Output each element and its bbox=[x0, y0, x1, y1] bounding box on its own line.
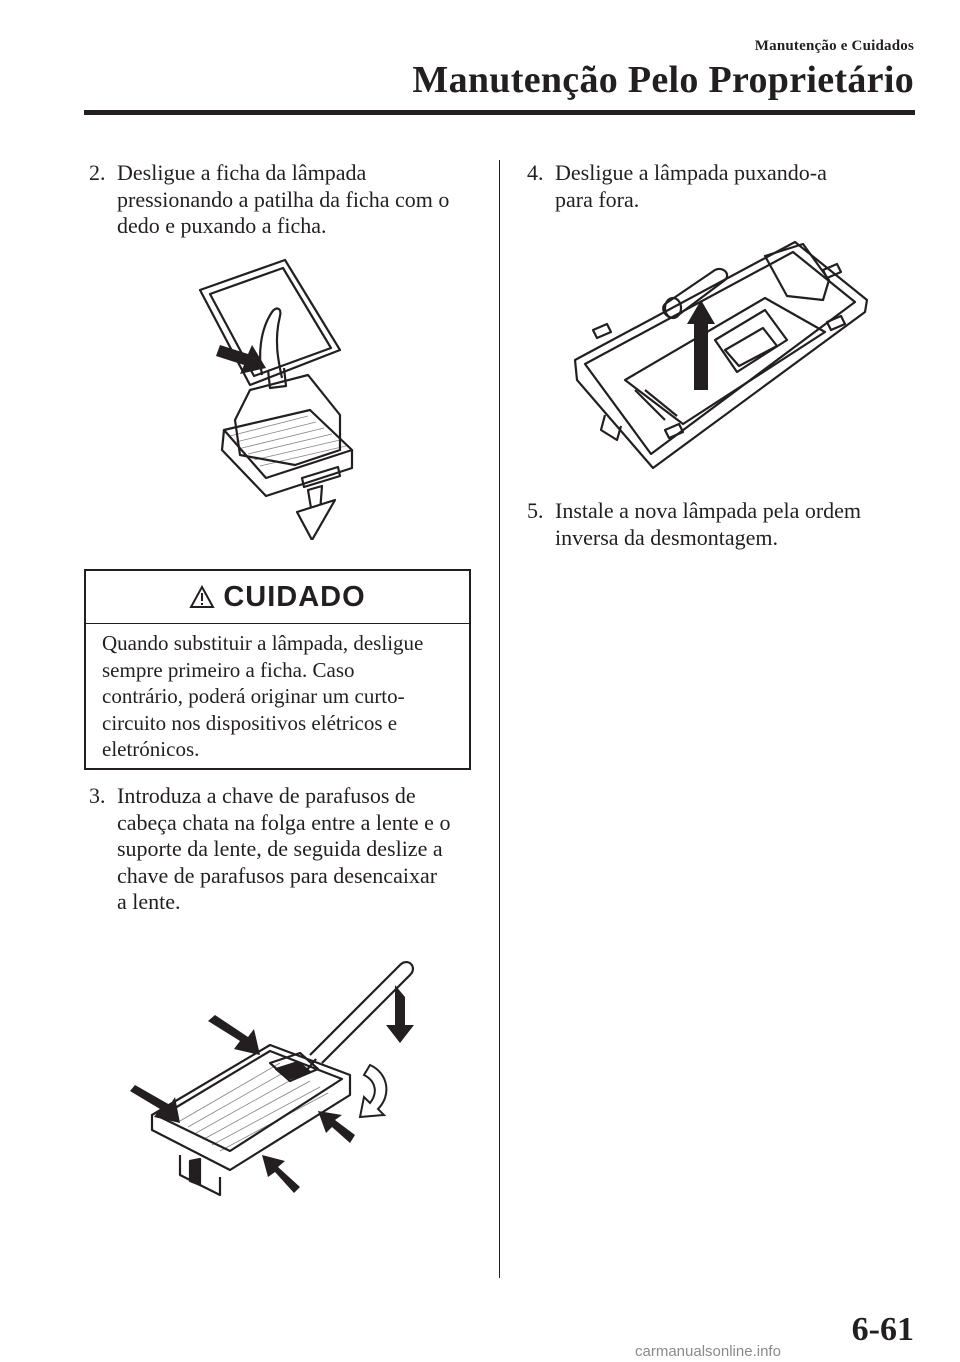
push-arrow-icon bbox=[130, 1085, 180, 1123]
page-title: Manutenção Pelo Proprietário bbox=[412, 59, 914, 101]
caution-title: CUIDADO bbox=[223, 580, 366, 613]
push-arrow-icon bbox=[262, 1155, 300, 1193]
caution-header bbox=[86, 571, 469, 624]
step-2 bbox=[89, 160, 489, 240]
step-4 bbox=[527, 160, 917, 213]
screwdriver-lens-illustration bbox=[130, 945, 430, 1215]
step-text: Desligue a ficha da lâmpada pressionando a patilha da ficha com o dedo e puxando a ficha. bbox=[117, 160, 450, 238]
caution-text: Quando substituir a lâmpada, desligue sempre primeiro a ficha. Caso contrário, poderá originar um curto- circuito nos dispositivos elétricos e eletrónicos. bbox=[102, 631, 424, 761]
step-text: Instale a nova lâmpada pela ordem inversa da desmontagem. bbox=[555, 498, 862, 550]
column-divider bbox=[499, 160, 500, 1278]
warning-triangle-icon bbox=[189, 585, 215, 609]
rotate-arrow-icon bbox=[360, 1065, 386, 1117]
step-text: Introduza a chave de parafusos de cabeça chata na folga entre a lente e o suporte da lente, de seguida deslize a chave de parafusos para desencaixar a lente. bbox=[117, 783, 451, 914]
push-arrow-icon bbox=[208, 1015, 260, 1055]
page-number: 6-61 bbox=[851, 1311, 914, 1348]
lift-arrow-icon bbox=[687, 300, 715, 390]
step-text: Desligue a lâmpada puxando-a para fora. bbox=[555, 160, 827, 212]
step-number: 2. bbox=[89, 160, 106, 185]
push-arrow-icon bbox=[318, 1111, 355, 1143]
caution-box bbox=[84, 569, 471, 770]
section-label: Manutenção e Cuidados bbox=[754, 38, 914, 54]
step-number: 3. bbox=[89, 783, 106, 808]
step-number: 5. bbox=[527, 498, 544, 523]
step-3 bbox=[89, 783, 494, 916]
step-number: 4. bbox=[527, 160, 544, 185]
unplug-connector-illustration bbox=[190, 250, 370, 540]
lamp-removal-illustration bbox=[565, 240, 875, 470]
watermark[interactable]: carmanualsonline.info bbox=[635, 1343, 781, 1360]
step-5 bbox=[527, 498, 917, 551]
header-rule bbox=[84, 110, 915, 115]
